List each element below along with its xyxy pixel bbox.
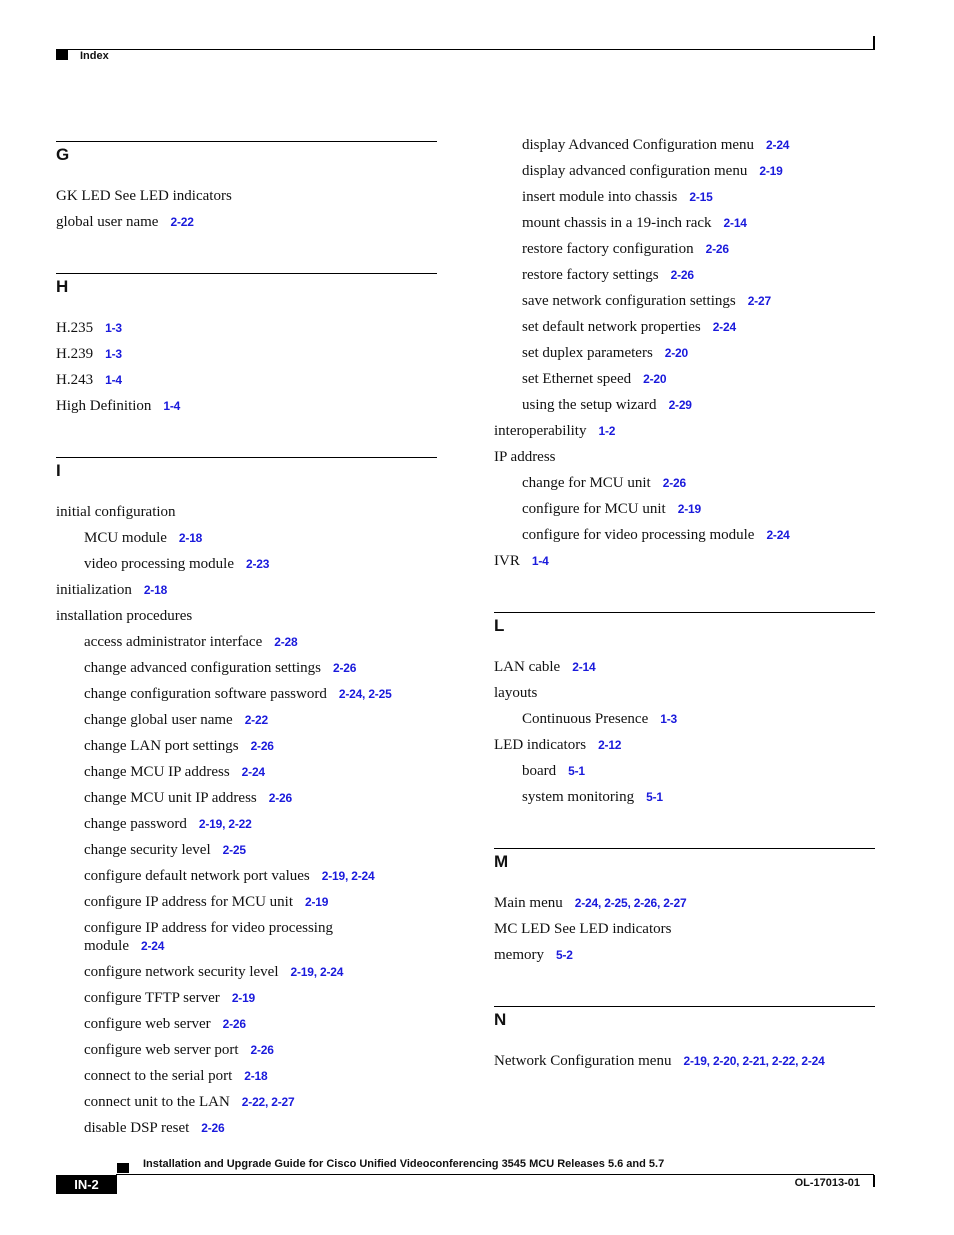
page-ref-link[interactable]: 2-23 <box>245 557 270 571</box>
header-label: Index <box>80 50 109 62</box>
doc-number: OL-17013-01 <box>794 1177 860 1189</box>
index-subentry: connect to the serial port 2-18 <box>84 1068 268 1084</box>
page-ref-link[interactable]: 2-26 <box>250 1043 274 1057</box>
index-subentry: change password 2-19, 2-22 <box>84 816 252 832</box>
index-entry: layouts <box>494 685 538 701</box>
index-subentry: set duplex parameters 2-20 <box>522 345 688 361</box>
page-ref-link[interactable]: 5-2 <box>556 948 573 962</box>
index-subentry: set Ethernet speed 2-20 <box>522 371 667 387</box>
page-ref-link[interactable]: 2-26 <box>705 242 729 256</box>
page-ref-link[interactable]: 2-26 <box>662 476 686 490</box>
page-ref-link[interactable]: 2-19, 2-20, 2-21, 2-22, 2-24 <box>683 1054 825 1068</box>
page-ref-link[interactable]: 2-26 <box>268 791 292 805</box>
page-ref-link[interactable]: 2-19 <box>231 991 256 1005</box>
page-ref-link[interactable]: 2-18 <box>244 1069 268 1083</box>
index-entry: GK LED See LED indicators <box>56 188 232 204</box>
page-ref-link[interactable]: 2-19 <box>677 502 701 516</box>
page-ref-link[interactable]: 2-28 <box>274 635 298 649</box>
index-subentry: save network configuration settings 2-27 <box>522 293 771 309</box>
section-letter: H <box>56 273 437 315</box>
index-subentry: insert module into chassis 2-15 <box>522 189 713 205</box>
page-ref-link[interactable]: 2-26 <box>201 1121 225 1135</box>
header-marker <box>56 50 68 60</box>
page-ref-link[interactable]: 5-1 <box>646 790 663 804</box>
section-i-continued <box>494 132 875 574</box>
page-ref-link[interactable]: 2-18 <box>143 583 168 597</box>
section-letter: N <box>494 1006 875 1048</box>
index-subentry: configure IP address for video processing module 2-24 <box>84 920 333 954</box>
index-subentry: restore factory settings 2-26 <box>522 267 694 283</box>
page-ref-link[interactable]: 2-24 <box>766 528 790 542</box>
index-entry: H.235 1-3 <box>56 320 122 336</box>
page-ref-link[interactable]: 2-20 <box>643 372 667 386</box>
index-subentry: using the setup wizard 2-29 <box>522 397 692 413</box>
page-ref-link[interactable]: 2-26 <box>250 739 274 753</box>
index-subentry: change advanced configuration settings 2-26 <box>84 660 357 676</box>
page-ref-link[interactable]: 2-12 <box>598 738 622 752</box>
index-subentry: MCU module 2-18 <box>84 530 203 546</box>
index-subentry: Continuous Presence 1-3 <box>522 711 677 727</box>
section-g <box>56 141 437 235</box>
index-subentry: video processing module 2-23 <box>84 556 270 572</box>
page-ref-link[interactable]: 2-26 <box>670 268 694 282</box>
index-entry: LAN cable 2-14 <box>494 659 596 675</box>
page-ref-link[interactable]: 2-26 <box>333 661 357 675</box>
footer-marker <box>117 1163 129 1173</box>
index-entry: Main menu 2-24, 2-25, 2-26, 2-27 <box>494 895 687 911</box>
index-subentry: change for MCU unit 2-26 <box>522 475 686 491</box>
page-ref-link[interactable]: 2-26 <box>222 1017 246 1031</box>
index-entry: global user name 2-22 <box>56 214 194 230</box>
section-n <box>494 1006 875 1074</box>
index-subentry: change security level 2-25 <box>84 842 246 858</box>
index-subentry: change global user name 2-22 <box>84 712 268 728</box>
section-letter: L <box>494 612 875 654</box>
section-m <box>494 848 875 968</box>
header-tick <box>873 36 875 50</box>
index-subentry: system monitoring 5-1 <box>522 789 663 805</box>
index-entry: IP address <box>494 449 556 465</box>
footer-rule <box>116 1174 874 1175</box>
index-entry: MC LED See LED indicators <box>494 921 672 937</box>
index-subentry: change MCU unit IP address 2-26 <box>84 790 292 806</box>
page-ref-link[interactable]: 1-4 <box>163 399 181 413</box>
index-entry: interoperability 1-2 <box>494 423 616 439</box>
page-ref-link[interactable]: 2-14 <box>723 216 747 230</box>
index-subentry: connect unit to the LAN 2-22, 2-27 <box>84 1094 295 1110</box>
index-subentry: set default network properties 2-24 <box>522 319 736 335</box>
page-ref-link[interactable]: 2-24, 2-25 <box>338 687 392 701</box>
index-subentry: restore factory configuration 2-26 <box>522 241 729 257</box>
page-ref-link[interactable]: 1-2 <box>598 424 616 438</box>
section-l <box>494 612 875 810</box>
index-subentry: access administrator interface 2-28 <box>84 634 298 650</box>
section-i <box>56 457 437 1141</box>
page-ref-link[interactable]: 2-22 <box>170 215 194 229</box>
index-entry: H.243 1-4 <box>56 372 122 388</box>
page-ref-link[interactable]: 2-18 <box>178 531 203 545</box>
page-ref-link[interactable]: 2-19, 2-24 <box>321 869 375 883</box>
page-ref-link[interactable]: 2-19 <box>305 895 329 909</box>
page-ref-link[interactable]: 2-15 <box>689 190 713 204</box>
index-subentry: configure for MCU unit 2-19 <box>522 501 701 517</box>
index-subentry: disable DSP reset 2-26 <box>84 1120 225 1136</box>
page-ref-link[interactable]: 2-27 <box>747 294 771 308</box>
section-h <box>56 273 437 419</box>
index-subentry: change configuration software password 2-24, 2-25 <box>84 686 392 702</box>
page-ref-link[interactable]: 2-25 <box>222 843 246 857</box>
page-ref-link[interactable]: 2-24, 2-25, 2-26, 2-27 <box>574 896 687 910</box>
index-column-left <box>56 128 437 1141</box>
page-ref-link[interactable]: 1-4 <box>531 554 549 568</box>
page-ref-link[interactable]: 1-3 <box>105 321 122 335</box>
index-entry: Network Configuration menu 2-19, 2-20, 2-21, 2-22, 2-24 <box>494 1053 825 1069</box>
page-ref-link[interactable]: 1-3 <box>105 347 122 361</box>
index-subentry: change LAN port settings 2-26 <box>84 738 274 754</box>
footer-title: Installation and Upgrade Guide for Cisco Unified Videoconferencing 3545 MCU Releases 5.6 and 5.7 <box>143 1158 665 1170</box>
section-letter: M <box>494 848 875 890</box>
page-ref-link[interactable]: 2-20 <box>664 346 688 360</box>
index-entry: memory 5-2 <box>494 947 573 963</box>
page-ref-link[interactable]: 2-24 <box>141 939 165 953</box>
page-number: IN-2 <box>56 1175 117 1194</box>
page-ref-link[interactable]: 2-22, 2-27 <box>241 1095 295 1109</box>
page-ref-link[interactable]: 2-19, 2-22 <box>198 817 252 831</box>
page-ref-link[interactable]: 2-22 <box>244 713 268 727</box>
page-ref-link[interactable]: 2-24 <box>241 765 265 779</box>
index-subentry: configure network security level 2-19, 2-24 <box>84 964 344 980</box>
index-entry: H.239 1-3 <box>56 346 122 362</box>
index-subentry: configure default network port values 2-19, 2-24 <box>84 868 375 884</box>
index-subentry: configure for video processing module 2-24 <box>522 527 790 543</box>
page-ref-link[interactable]: 2-29 <box>668 398 692 412</box>
page-ref-link[interactable]: 1-4 <box>105 373 122 387</box>
page-ref-link[interactable]: 2-14 <box>572 660 596 674</box>
index-entry: initial configuration <box>56 504 176 520</box>
index-subentry: configure TFTP server 2-19 <box>84 990 256 1006</box>
index-subentry: mount chassis in a 19-inch rack 2-14 <box>522 215 747 231</box>
index-entry: LED indicators 2-12 <box>494 737 622 753</box>
page-ref-link[interactable]: 2-24 <box>712 320 736 334</box>
section-letter: G <box>56 141 437 183</box>
page-ref-link[interactable]: 2-19, 2-24 <box>290 965 344 979</box>
page-ref-link[interactable]: 2-19 <box>759 164 783 178</box>
index-subentry: configure IP address for MCU unit 2-19 <box>84 894 329 910</box>
footer-tick <box>873 1175 875 1187</box>
index-subentry: change MCU IP address 2-24 <box>84 764 265 780</box>
page-ref-link[interactable]: 1-3 <box>660 712 677 726</box>
index-entry: IVR 1-4 <box>494 553 549 569</box>
index-subentry: display advanced configuration menu 2-19 <box>522 163 783 179</box>
index-subentry: configure web server 2-26 <box>84 1016 246 1032</box>
header-rule <box>56 49 874 50</box>
index-entry: High Definition 1-4 <box>56 398 181 414</box>
section-letter: I <box>56 457 437 499</box>
index-subentry: board 5-1 <box>522 763 585 779</box>
page-ref-link[interactable]: 2-24 <box>766 138 790 152</box>
index-entry: initialization 2-18 <box>56 582 168 598</box>
index-entry: installation procedures <box>56 608 193 624</box>
index-column-right <box>494 128 875 1074</box>
index-subentry: display Advanced Configuration menu 2-24 <box>522 137 790 153</box>
page-ref-link[interactable]: 5-1 <box>568 764 585 778</box>
index-subentry: configure web server port 2-26 <box>84 1042 274 1058</box>
